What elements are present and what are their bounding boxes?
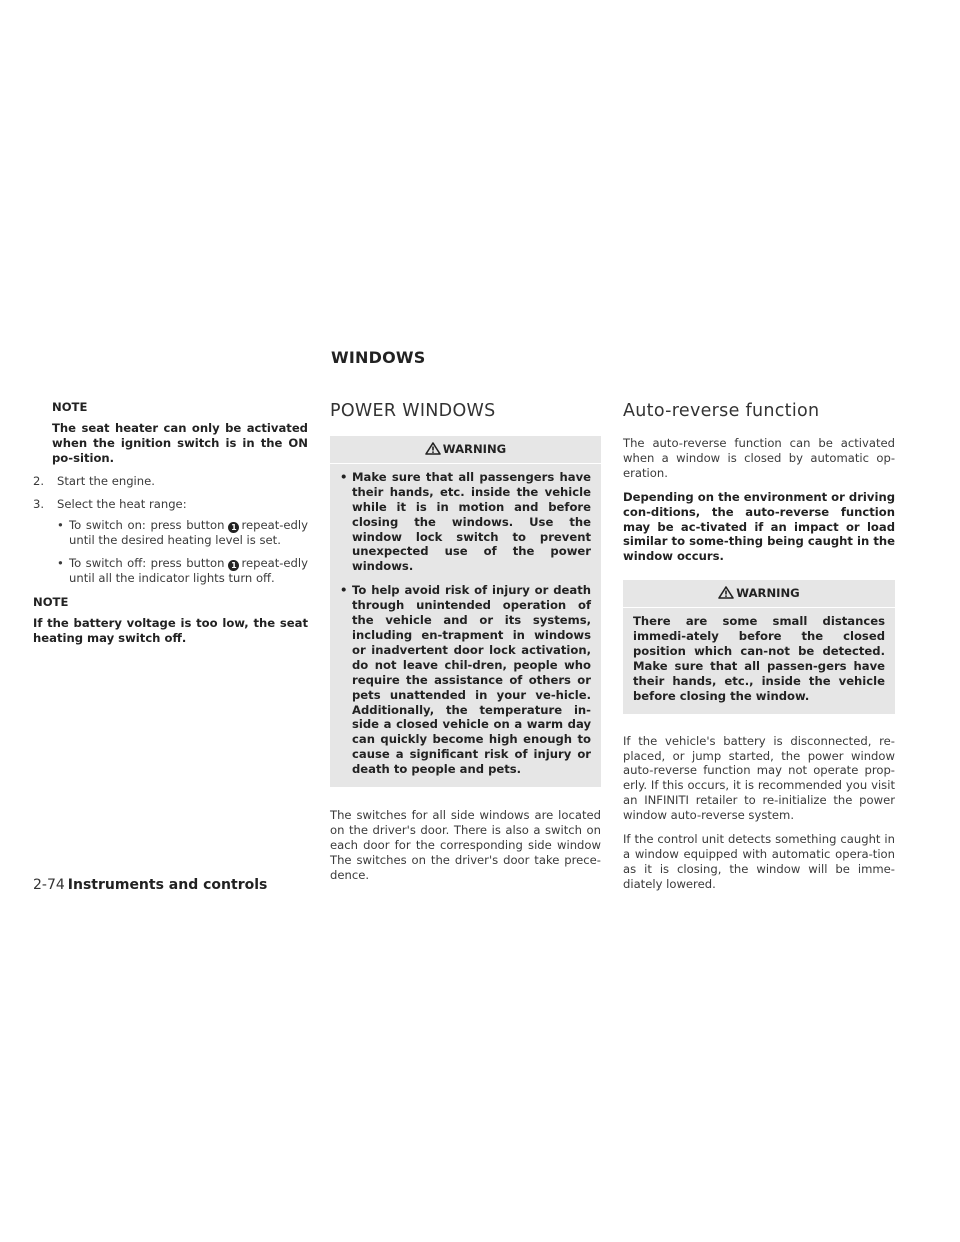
step-number: 2. <box>33 473 45 488</box>
bold-paragraph: Depending on the environment or driving con-ditions, the auto-reverse function may be ac-tivated if an impact or load similar to some-thing being caught in the window occurs. <box>623 489 895 564</box>
bullet-text-end: repeat-edly until all the indicator lights turn off. <box>69 556 308 586</box>
warning-triangle-icon <box>425 442 441 455</box>
warning-item <box>340 583 591 777</box>
warning-box <box>330 436 601 787</box>
warning-title: WARNING <box>442 442 507 456</box>
note-label: NOTE <box>52 400 88 414</box>
section-heading: WINDOWS <box>331 348 426 367</box>
body-paragraph: The switches for all side windows are located on the driver's door. There is also a switch on each door for the corresponding side window The switches on the driver's door take prece-dence. <box>330 808 601 882</box>
chapter-title: Instruments and controls <box>67 877 268 893</box>
note-label: NOTE <box>33 595 69 610</box>
bullet-dot: • <box>340 469 348 484</box>
warning-header <box>330 442 601 464</box>
numbered-callout-icon: 1 <box>228 522 239 533</box>
step-text: Select the heat range: <box>57 496 187 511</box>
warning-item <box>340 470 591 574</box>
warning-title: WARNING <box>736 586 800 601</box>
bullet-text-end: repeat-edly until the desired heating level is set. <box>69 518 308 548</box>
bullet-dot: • <box>57 518 64 533</box>
step-item <box>33 497 308 512</box>
body-paragraph: If the control unit detects something caught in a window equipped with automatic opera-tion as it is closing, the window will be imme-diately lowered. <box>623 832 895 891</box>
bullet-dot: • <box>340 583 348 598</box>
bullet-dot: • <box>57 556 64 571</box>
auto-reverse-heading: Auto-reverse function <box>623 401 820 421</box>
body-paragraph: If the vehicle's battery is disconnected, re-placed, or jump started, the power window auto-reverse function may not operate prop-erly. If this occurs, it is recommended you visit an INFINITI retailer to re-initialize the power window auto-reverse system. <box>623 733 895 823</box>
bullet-text-start: To switch on: press button <box>69 518 225 533</box>
body-paragraph: The auto-reverse function can be activated when a window is closed by automatic op-eration. <box>623 436 895 480</box>
warning-item-text: Make sure that all passengers have their hands, etc. inside the vehicle while it is in motion and before closing the windows. Use the window lock switch to prevent unexpected use of the power windows. <box>352 469 591 574</box>
warning-triangle-icon <box>718 586 734 599</box>
column-middle <box>330 400 601 883</box>
warning-text: There are some small distances immedi-ately before the closed position which can-not be detected. Make sure that all passen-gers have their hands, etc., inside the vehicle before closing the window. <box>633 614 885 703</box>
bullet-list <box>33 518 308 586</box>
note-text: If the battery voltage is too low, the seat heating may switch off. <box>33 616 308 646</box>
step-text: Start the engine. <box>57 473 155 488</box>
step-item <box>33 474 308 489</box>
warning-box <box>623 580 895 713</box>
column-left <box>33 400 308 646</box>
column-right <box>623 400 895 892</box>
warning-item-text: To help avoid risk of injury or death through unintended operation of the vehicle and or its systems, including en-trapment in windows or inadvertent door lock activation, do not leave chil-dren, people who require the assistance of others or pets unattended in your ve-hicle. Additionally, the temperature in-side a closed vehicle on a warm day can quickly become high enough to cause a significant risk of injury or death to people and pets. <box>352 583 591 777</box>
bullet-text-start: To switch off: press button <box>69 556 225 571</box>
note-text: The seat heater can only be activated when the ignition switch is in the ON po-sition. <box>52 420 308 465</box>
page-number: 2-74 <box>33 877 65 893</box>
numbered-callout-icon: 1 <box>228 560 239 571</box>
warning-header <box>623 586 895 608</box>
power-windows-heading: POWER WINDOWS <box>330 401 496 421</box>
step-number: 3. <box>33 496 45 511</box>
bullet-item <box>57 556 308 586</box>
bullet-item <box>57 518 308 548</box>
page-footer <box>33 877 267 893</box>
